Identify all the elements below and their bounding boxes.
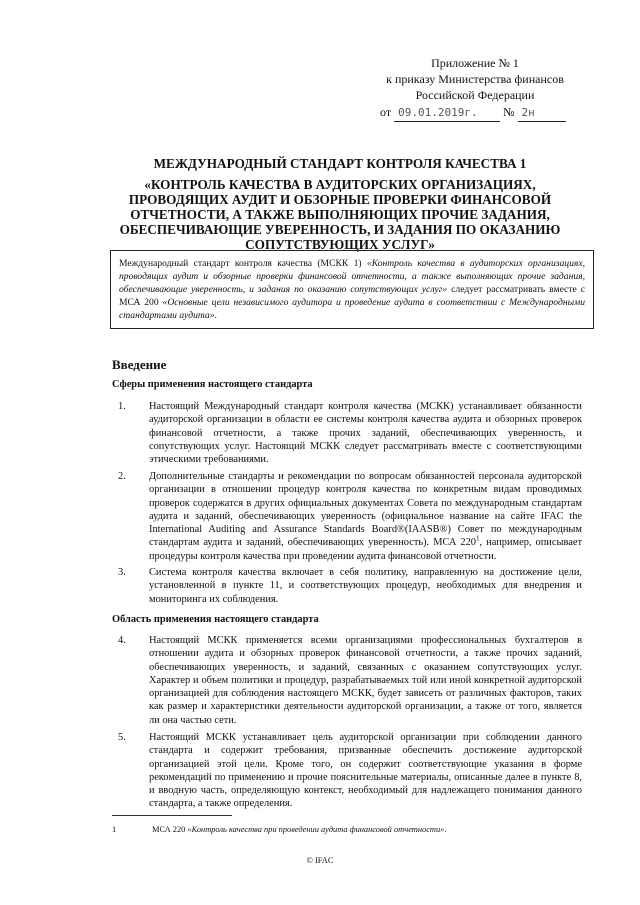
footnote-prefix: МСА 220	[152, 825, 188, 834]
appendix-line-1: Приложение № 1	[431, 56, 519, 70]
paragraph-number: 5.	[118, 732, 126, 743]
paragraph-text: Настоящий МСКК устанавливает цель аудиторской организации при соблюдении данного стандарта и содержит требования, призванные обеспечить достижение аудиторской организацией этой цели. Кроме того, он содержит соответствующие указания в форме рекомендаций по применению и прочие пояснительные материалы, описанные далее в пункте 8, и вводную часть, определяющую контекст, необходимый для надлежащего понимания данного стандарта, а также определения.	[149, 732, 582, 810]
footnote-number: 1	[112, 825, 117, 834]
paragraph-text-after: , например, описывает процедуры контроля качества при проведении аудита финансовой отчетности.	[149, 537, 582, 562]
footnote-suffix: .	[444, 825, 447, 834]
paragraph-number: 2.	[118, 471, 126, 482]
note-box	[110, 250, 594, 329]
date-prefix: от	[380, 105, 392, 119]
paragraph-text	[149, 470, 582, 563]
footnote	[112, 825, 582, 834]
paragraph-number: 4.	[118, 635, 126, 646]
paragraph-2	[112, 470, 582, 563]
appendix-date-line	[360, 104, 590, 122]
intro-heading: Введение	[112, 357, 167, 372]
paragraph-text: Настоящий Международный стандарт контроля качества (МСКК) устанавливает обязанности аудиторской организации в области ее системы контроля качества аудита и обзорных проверок финансовой отчетности, а также прочих заданий, обеспечивающих уверенность, и сопутствующих услуг. Настоящий МСКК следует рассматривать вместе с соответствующими этическими требованиями.	[149, 401, 582, 466]
number-prefix: №	[503, 105, 515, 119]
note-text-2: следует рассматривать вместе с МСА 200	[119, 284, 586, 308]
note-text-3: .	[214, 310, 217, 321]
paragraph-5	[112, 731, 582, 811]
page-footer: © IFAC	[306, 856, 334, 865]
footnote-italic: «Контроль качества при проведении аудита финансовой отчетности»	[187, 825, 445, 834]
section-heading-2: Область применения настоящего стандарта	[112, 614, 319, 625]
paragraph-3	[112, 566, 582, 606]
paragraph-1	[112, 400, 582, 466]
paragraph-text-main: Дополнительные стандарты и рекомендации по вопросам обязанностей персонала аудиторской организации в отношении процедур контроля качества по конкретным видам проводимых проверок содержатся в других официальных документах Совета по международным стандартам аудита и заданий, обеспечивающих уверенность (официальное название на сайте IFAC the International Auditing and Assurance Standards Board®(IAASB®) Совет по международным стандартам аудита и заданий, обеспечивающих уверенность). МСА 220	[149, 471, 582, 549]
paragraph-text: Настоящий МСКК применяется всеми организациями профессиональных бухгалтеров в отношении аудита и обзорных проверок финансовой отчетности, а также прочих заданий, обеспечивающих уверенность, и заданий, связанных с оказанием сопутствующих услуг. Характер и объем политики и процедур, разрабатываемых той или иной конкретной аудиторской организацией для соблюдения настоящего МСКК, будет зависеть от различных факторов, таких как размер и характеристики деятельности аудиторской организации, а также от того, является ли она частью сети.	[149, 635, 582, 726]
date-value: 09.01.2019г.	[394, 105, 500, 122]
appendix-line-3: Российской Федерации	[415, 88, 535, 102]
paragraph-number: 1.	[118, 401, 126, 412]
footnote-divider	[112, 815, 232, 816]
standard-subtitle: «КОНТРОЛЬ КАЧЕСТВА В АУДИТОРСКИХ ОРГАНИЗАЦИЯХ, ПРОВОДЯЩИХ АУДИТ И ОБЗОРНЫЕ ПРОВЕРКИ ФИНАНСОВОЙ ОТЧЕТНОСТИ, А ТАКЖЕ ВЫПОЛНЯЮЩИХ ПРОЧИЕ ЗАДАНИЯ, ОБЕСПЕЧИВАЮЩИЕ УВЕРЕННОСТЬ, И ЗАДАНИЯ ПО ОКАЗАНИЮ СОПУТСТВУЮЩИХ УСЛУГ»	[119, 177, 561, 252]
section-heading-1: Сферы применения настоящего стандарта	[112, 379, 313, 390]
footnote-ref: 1	[476, 535, 480, 544]
number-value: 2н	[518, 105, 566, 122]
standard-title: МЕЖДУНАРОДНЫЙ СТАНДАРТ КОНТРОЛЯ КАЧЕСТВА 1	[153, 156, 527, 171]
note-italic-1: «Контроль качества в аудиторских организациях, проводящих аудит и обзорные проверки финансовой отчетности, а также выполняющих прочие задания, обеспечивающие уверенность, и задания по оказанию сопутствующих услуг»	[119, 258, 585, 295]
appendix-line-2: к приказу Министерства финансов	[386, 72, 564, 86]
paragraph-text: Система контроля качества включает в себя политику, направленную на достижение цели, установленной в пункте 11, и соответствующих процедур, необходимых для внедрения и мониторинга их соблюдения.	[149, 567, 582, 605]
paragraph-number: 3.	[118, 567, 126, 578]
note-text-1: Международный стандарт контроля качества (МСКК 1)	[119, 258, 367, 269]
paragraph-4	[112, 634, 582, 727]
appendix-block	[360, 55, 590, 122]
note-italic-2: «Основные цели независимого аудитора и проведение аудита в соответствии с Международными стандартами аудита»	[119, 297, 585, 321]
